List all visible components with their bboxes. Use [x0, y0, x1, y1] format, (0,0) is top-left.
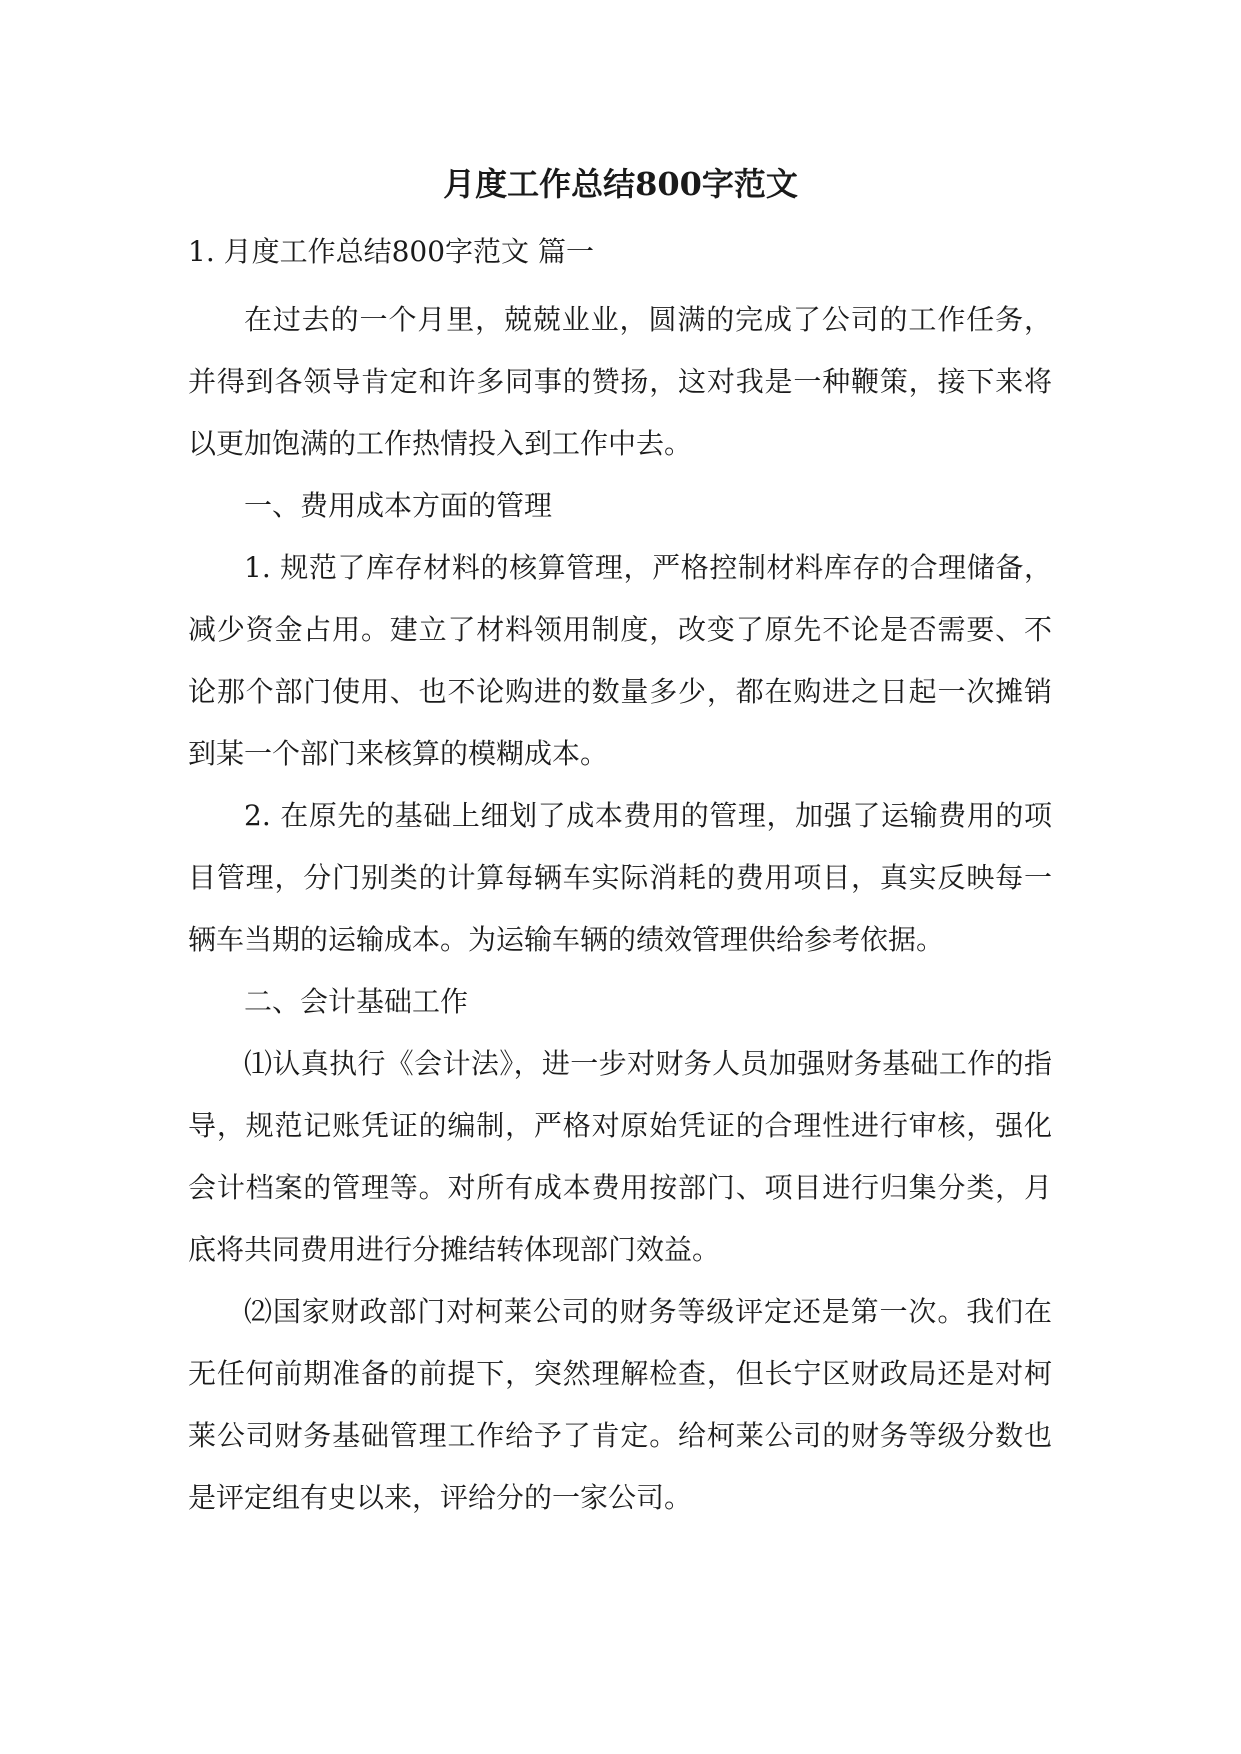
paragraph-accounting-law: ⑴认真执行《会计法》，进一步对财务人员加强财务基础工作的指导，规范记账凭证的编制，严格对原始凭证的合理性进行审核，强化会计档案的管理等。对所有成本费用按部门、项目进行归集分类，月底将共同费用进行分摊结转体现部门效益。: [188, 1047, 1052, 1266]
paragraph-financial-rating: ⑵国家财政部门对柯莱公司的财务等级评定还是第一次。我们在无任何前期准备的前提下，突然理解检查，但长宁区财政局还是对柯莱公司财务基础管理工作给予了肯定。给柯莱公司的财务等级分数也是评定组有史以来，评给分的一家公司。: [188, 1295, 1052, 1514]
paragraph-intro: 在过去的一个月里，兢兢业业，圆满的完成了公司的工作任务，并得到各领导肯定和许多同事的赞扬，这对我是一种鞭策，接下来将以更加饱满的工作热情投入到工作中去。: [188, 303, 1052, 460]
paragraph-inventory: 1. 规范了库存材料的核算管理，严格控制材料库存的合理储备，减少资金占用。建立了材料领用制度，改变了原先不论是否需要、不论那个部门使用、也不论购进的数量多少，都在购进之日起一次摊销到某一个部门来核算的模糊成本。: [188, 551, 1052, 770]
document-body: [188, 289, 1052, 1529]
section-heading: 1. 月度工作总结800字范文 篇一: [188, 235, 594, 268]
document-title: 月度工作总结800字范文: [443, 165, 798, 203]
heading-accounting-basics: 二、会计基础工作: [244, 985, 469, 1018]
paragraph-transport-cost: 2. 在原先的基础上细划了成本费用的管理，加强了运输费用的项目管理，分门别类的计算每辆车实际消耗的费用项目，真实反映每一辆车当期的运输成本。为运输车辆的绩效管理供给参考依据。: [188, 799, 1052, 956]
heading-cost-management: 一、费用成本方面的管理: [244, 489, 553, 522]
